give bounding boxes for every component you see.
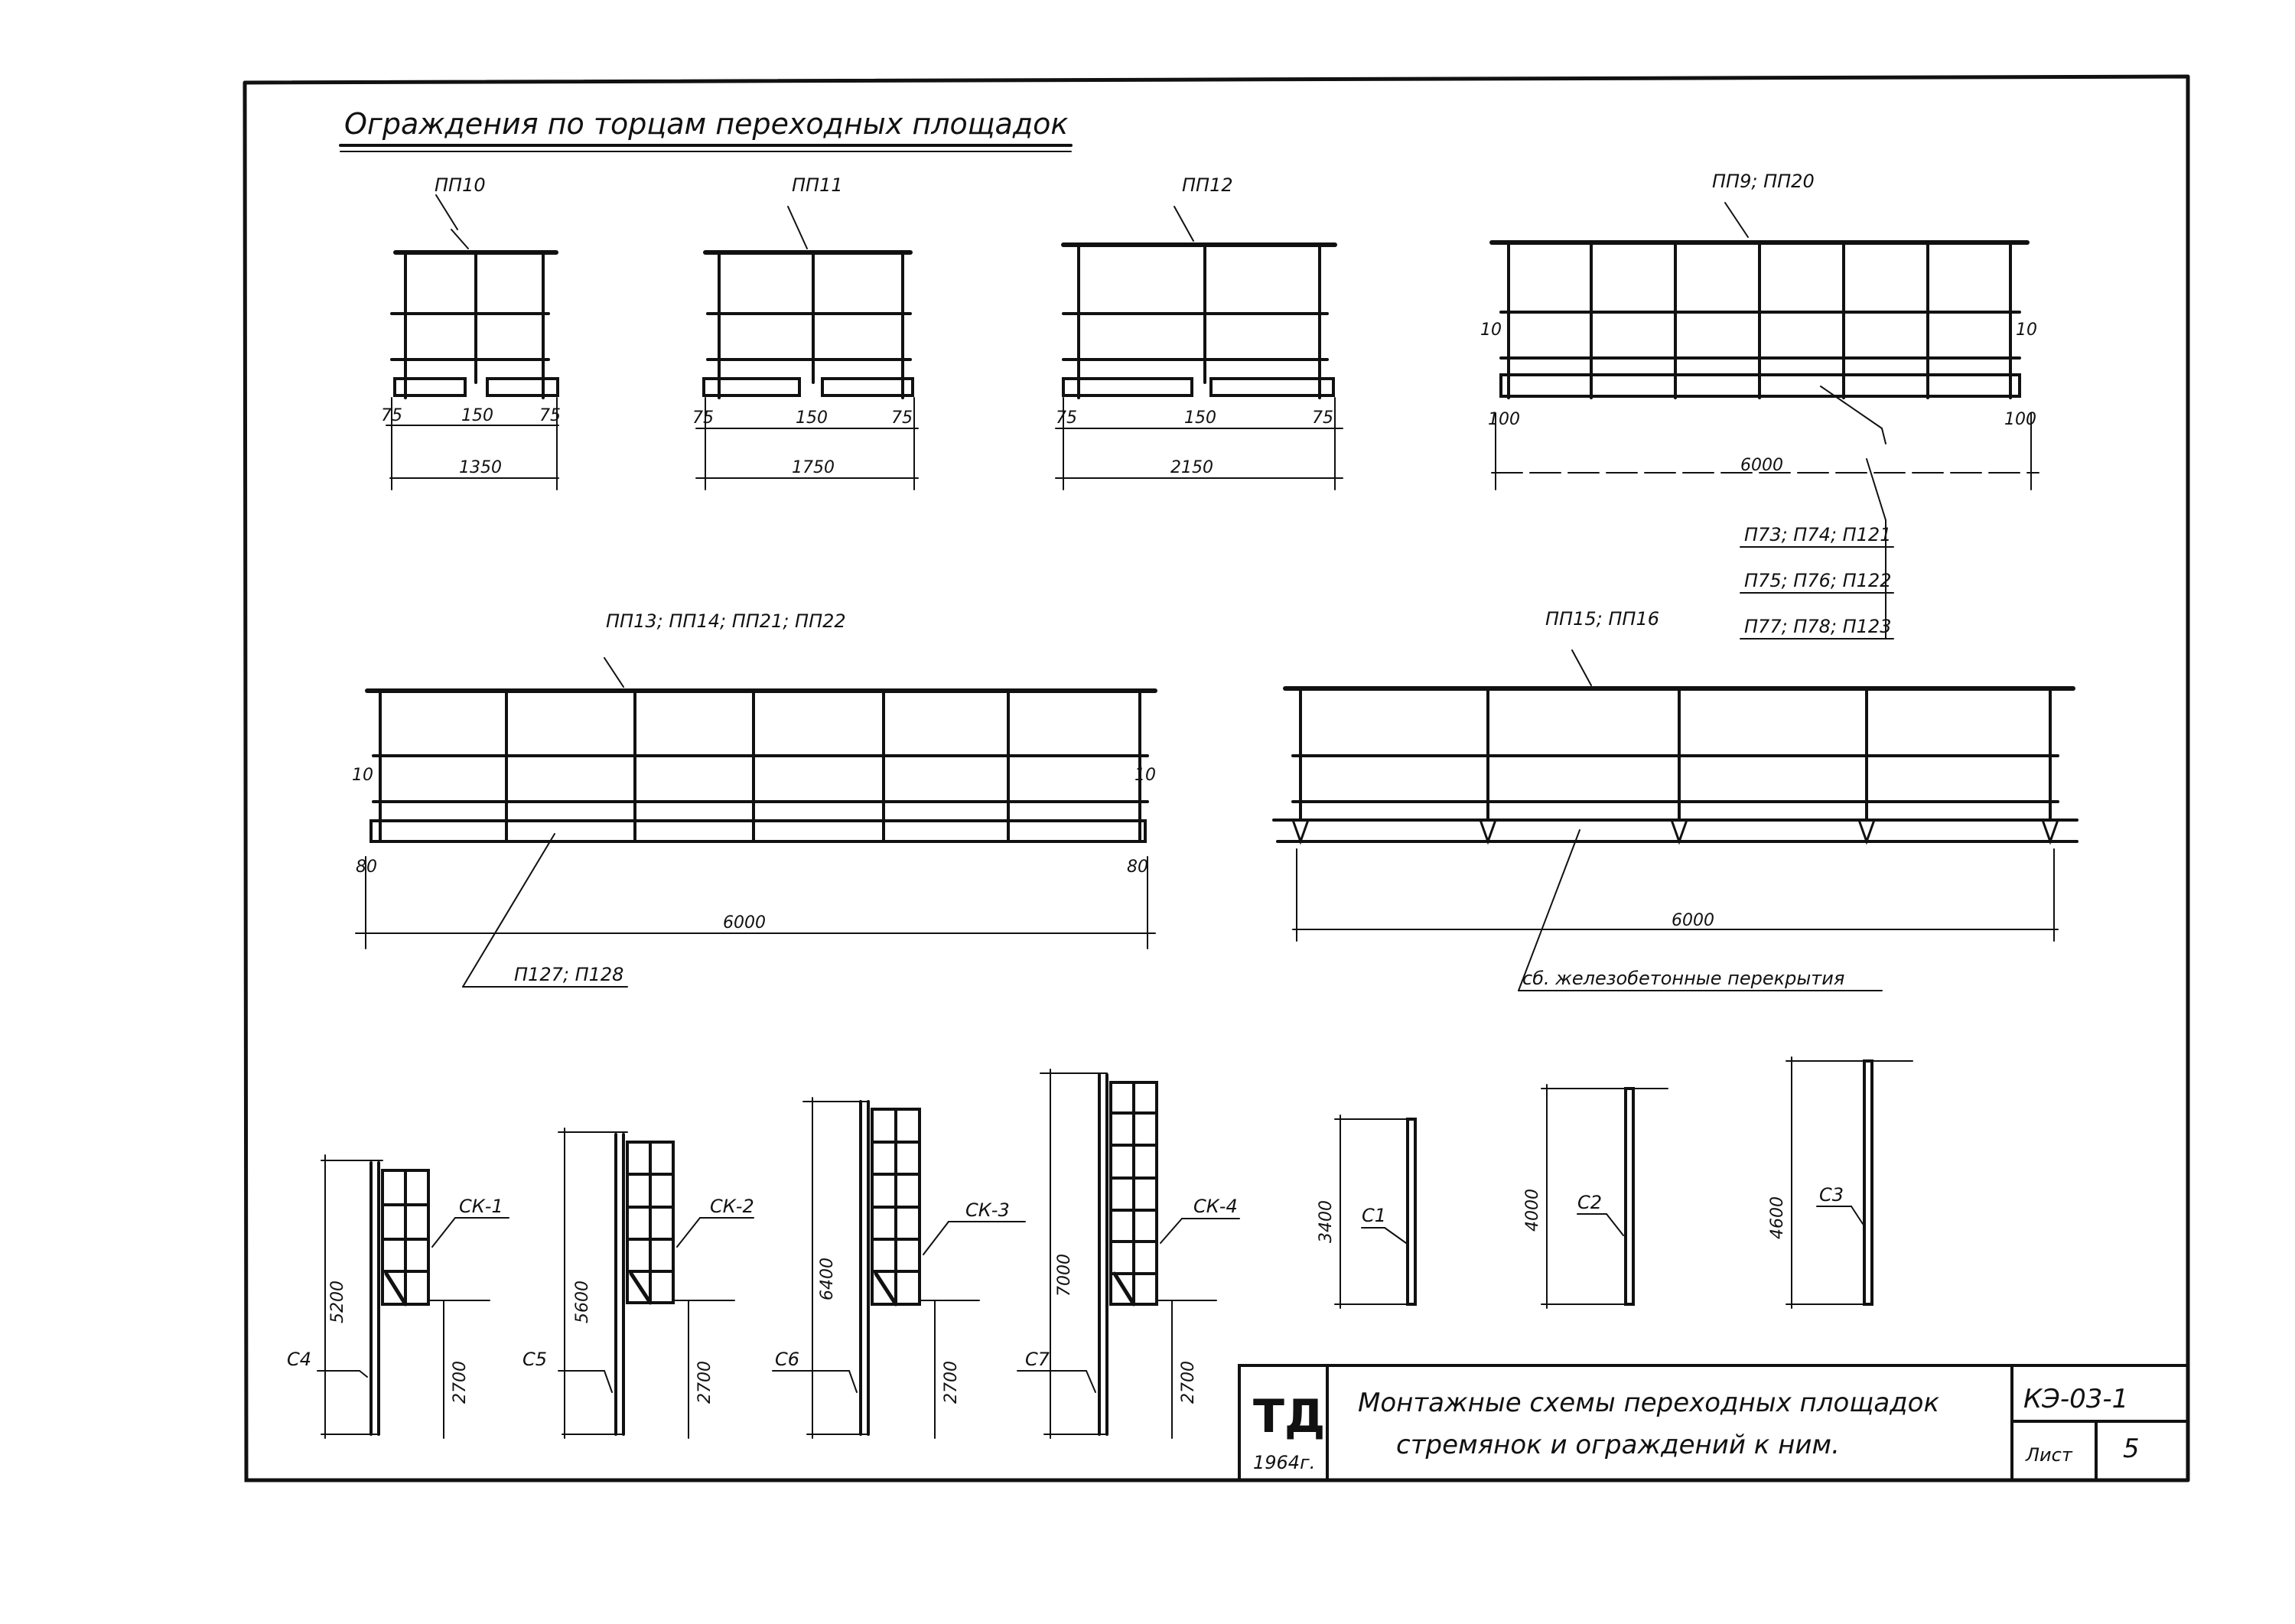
dim-label: 6000 — [1672, 911, 1714, 930]
stamp-sheet-number: 5 — [2123, 1434, 2140, 1464]
platform-mark: П77; П78; П123 — [1744, 616, 1892, 637]
base-note: сб. железобетонные перекрытия — [1522, 968, 1845, 989]
dim-label: 2700 — [695, 1361, 715, 1404]
dim-label: 4000 — [1523, 1189, 1542, 1232]
dim-label: 100 — [2004, 410, 2036, 429]
dim-label: 7000 — [1055, 1254, 1074, 1297]
dim-label: 5600 — [573, 1281, 592, 1323]
dim-label: 2150 — [1170, 458, 1213, 477]
platform-mark: П75; П76; П122 — [1744, 570, 1892, 591]
panel-mark: ПП13; ПП14; ПП21; ПП22 — [606, 610, 846, 632]
dim-label: 10 — [2016, 321, 2037, 340]
stamp-sheet-label: Лист — [2026, 1444, 2072, 1466]
dim-label: 100 — [1488, 410, 1520, 429]
ladder-sk4 — [1017, 1069, 1239, 1438]
ladder-mark: СК-2 — [710, 1196, 754, 1217]
dim-label: 4600 — [1768, 1196, 1787, 1239]
stamp-description-1: Монтажные схемы переходных площадок — [1358, 1388, 1940, 1418]
dim-label: 75 — [891, 408, 913, 428]
dim-label: 75 — [539, 406, 561, 425]
dim-label: 10 — [352, 766, 373, 785]
dim-label: 150 — [1184, 408, 1216, 428]
panel-pp12 — [1056, 207, 1343, 490]
dim-label: 6000 — [1740, 456, 1783, 475]
column-mark: С5 — [522, 1349, 548, 1370]
dim-label: 80 — [356, 858, 377, 877]
column-mark: С4 — [287, 1349, 312, 1370]
column-mark: С2 — [1577, 1192, 1603, 1213]
column-mark: С3 — [1819, 1184, 1844, 1206]
ladder-mark: СК-1 — [459, 1196, 503, 1217]
sheet-title: Ограждения по торцам переходных площадок — [344, 107, 1069, 141]
dim-label: 1750 — [792, 458, 835, 477]
dim-label: 10 — [1480, 321, 1502, 340]
dim-label: 75 — [1312, 408, 1333, 428]
dim-label: 75 — [381, 406, 402, 425]
panel-pp15-pp16 — [1274, 650, 2077, 991]
dim-label: 150 — [796, 408, 828, 428]
ladder-sk3 — [773, 1098, 1025, 1438]
dim-label: 75 — [692, 408, 714, 428]
column-c3 — [1786, 1057, 1912, 1308]
column-c2 — [1541, 1085, 1668, 1308]
dim-label: 5200 — [328, 1281, 347, 1323]
sheet-frame — [245, 76, 2188, 1480]
stamp-code: КЭ-03-1 — [2023, 1384, 2129, 1414]
panel-mark: ПП11 — [792, 174, 843, 196]
ladder-mark: СК-3 — [965, 1199, 1010, 1221]
stamp-logo: ТД — [1253, 1390, 1326, 1443]
platform-mark: П73; П74; П121 — [1744, 524, 1892, 545]
stamp-year: 1964г. — [1253, 1452, 1316, 1473]
dim-label: 2700 — [1179, 1361, 1198, 1404]
panel-mark: ПП9; ПП20 — [1712, 171, 1815, 192]
ladder-mark: СК-4 — [1193, 1196, 1238, 1217]
dim-label: 2700 — [942, 1361, 961, 1404]
dim-label: 75 — [1056, 408, 1077, 428]
panel-mark: ПП10 — [435, 174, 486, 196]
column-mark: С6 — [775, 1349, 800, 1370]
dim-label: 6400 — [818, 1258, 837, 1300]
dim-label: 150 — [461, 406, 493, 425]
panel-pp10 — [386, 195, 558, 490]
base-mark: П127; П128 — [514, 964, 624, 985]
panel-mark: ПП12 — [1182, 174, 1233, 196]
stamp-description-2: стремянок и ограждений к ним. — [1396, 1430, 1840, 1460]
column-mark: С1 — [1362, 1205, 1387, 1226]
column-mark: С7 — [1025, 1349, 1050, 1370]
dim-label: 2700 — [451, 1361, 470, 1404]
dim-label: 1350 — [459, 458, 502, 477]
dim-label: 3400 — [1317, 1200, 1336, 1243]
panel-pp11 — [696, 207, 918, 490]
panel-pp13-pp22 — [356, 658, 1155, 987]
dim-label: 80 — [1127, 858, 1148, 877]
dim-label: 10 — [1134, 766, 1156, 785]
dim-label: 6000 — [723, 913, 766, 932]
panel-mark: ПП15; ПП16 — [1545, 608, 1659, 630]
